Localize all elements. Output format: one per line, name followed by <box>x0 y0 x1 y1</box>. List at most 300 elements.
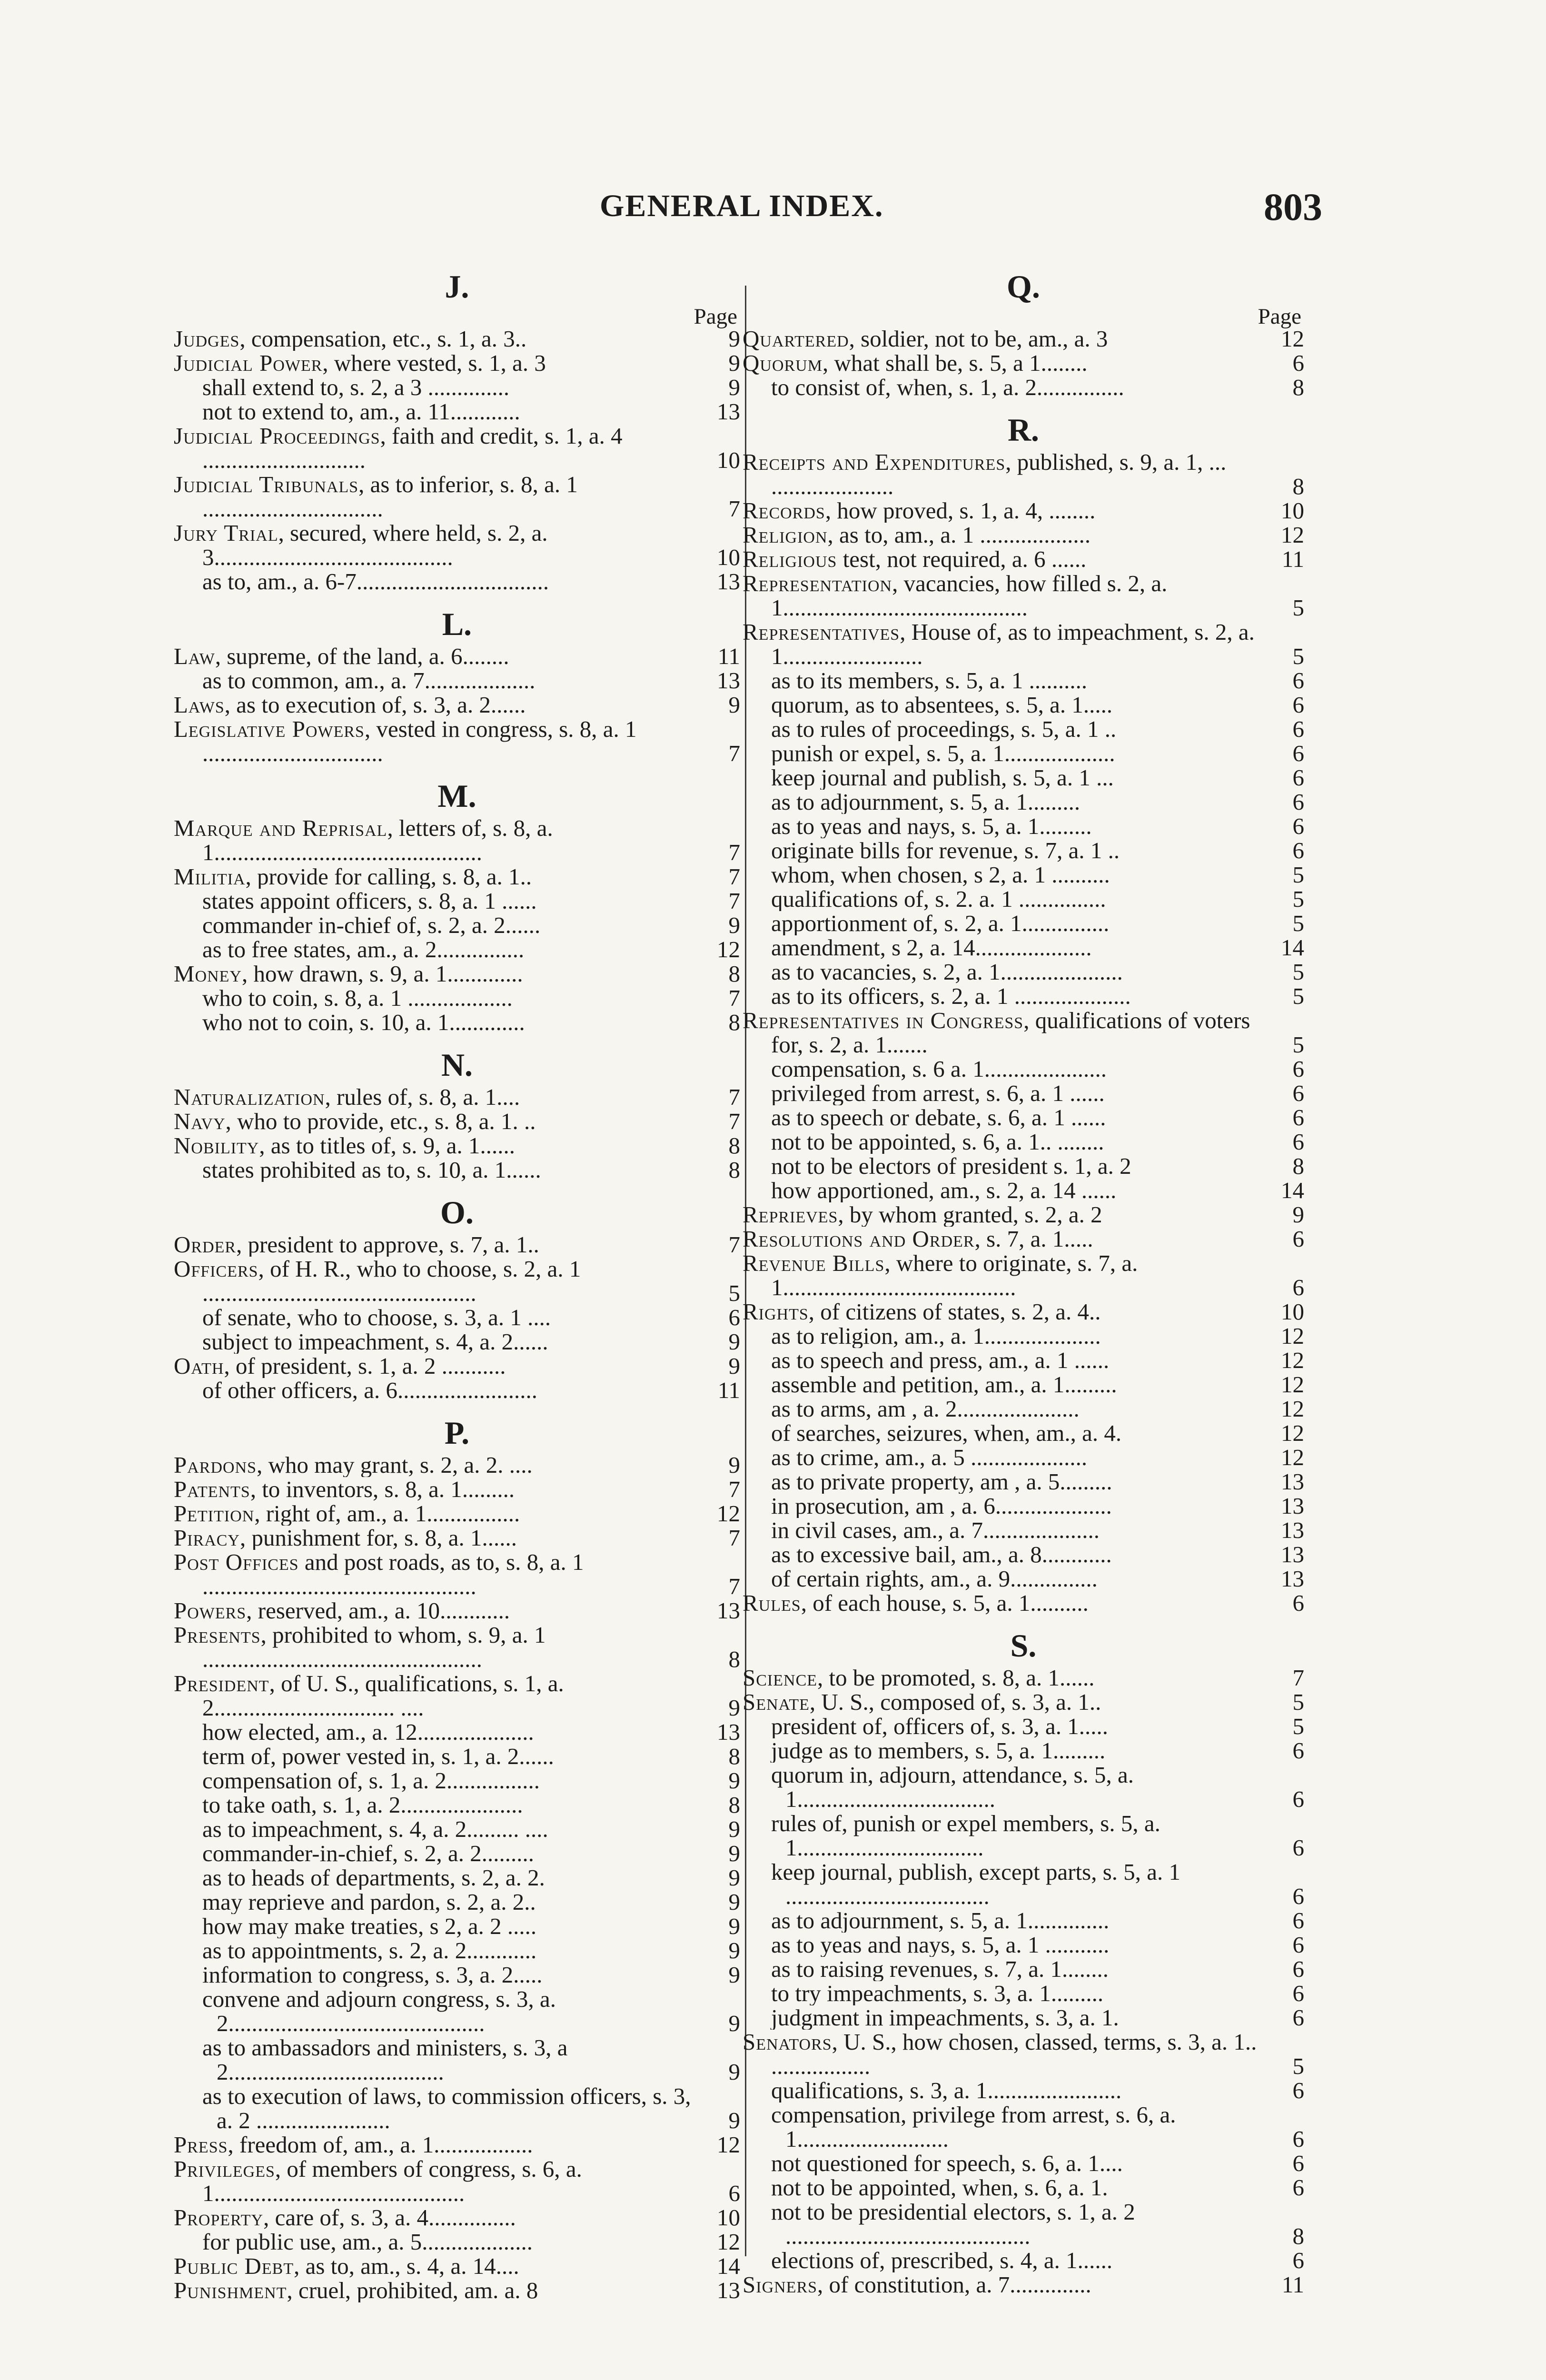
entry-body: as to impeachment, s. 4, a. 2......... .... <box>202 1817 548 1841</box>
entry-page: 6 <box>1292 1590 1304 1616</box>
entry-page: 14 <box>717 2253 740 2279</box>
section-letter: O. <box>440 1194 474 1230</box>
index-subentry <box>174 1914 740 1938</box>
entry-page: 6 <box>1292 1883 1304 1909</box>
index-subentry <box>743 1324 1304 1348</box>
entry-text <box>174 2278 695 2302</box>
index-section <box>174 267 740 594</box>
entry-body: as to religion, am., a. 1.................... <box>771 1324 1101 1348</box>
entry-body: as to crime, am., a. 5 .................... <box>771 1445 1088 1469</box>
entry-body: , to be promoted, s. 8, a. 1...... <box>817 1666 1095 1690</box>
entry-page: 7 <box>728 1231 740 1258</box>
entry-page: 5 <box>1292 959 1304 985</box>
entry-body: , prohibited to whom, s. 9, a. 1 ................................................ <box>202 1623 546 1671</box>
entry-text <box>174 1963 695 1987</box>
index-subentry <box>174 668 740 693</box>
section-letter: P. <box>444 1415 470 1451</box>
entry-text <box>174 644 695 668</box>
entry-body: as to common, am., a. 7................... <box>202 668 535 693</box>
index-entry <box>174 644 740 668</box>
entry-page: 9 <box>728 692 740 718</box>
entry-heading: Nobility <box>174 1133 259 1158</box>
entry-page: 6 <box>1292 2077 1304 2103</box>
entry-text <box>743 1421 1259 1445</box>
entry-text <box>743 1469 1259 1494</box>
entry-page: 10 <box>1281 497 1304 524</box>
entry-page: 9 <box>728 374 740 400</box>
entry-page: 6 <box>728 2180 740 2206</box>
entry-heading: Punishment <box>174 2278 287 2302</box>
entry-body: quorum, as to absentees, s. 5, a. 1..... <box>771 693 1113 717</box>
entry-text <box>743 717 1259 741</box>
entry-page: 6 <box>1292 764 1304 791</box>
entry-text <box>174 2254 695 2278</box>
entry-text <box>174 1305 695 1329</box>
index-subentry <box>743 1348 1304 1372</box>
entry-body: assemble and petition, am., a. 1......... <box>771 1372 1117 1397</box>
entry-page: 5 <box>728 1280 740 1306</box>
entry-page: 6 <box>1292 667 1304 694</box>
entry-page: 9 <box>1292 1201 1304 1228</box>
entry-body: , of citizens of states, s. 2, a. 4.. <box>808 1299 1101 1324</box>
entry-text <box>174 472 695 521</box>
entry-body: , qualifications of voters for, s. 2, a. 1....... <box>771 1008 1250 1057</box>
entry-body: , soldier, not to be, am., a. 3 <box>849 327 1108 351</box>
entry-heading: Property <box>174 2205 264 2230</box>
index-subentry <box>743 1957 1304 1981</box>
entry-body: as to yeas and nays, s. 5, a. 1......... <box>771 814 1092 838</box>
entry-page: 9 <box>728 1353 740 1379</box>
entry-body: , where vested, s. 1, a. 3 <box>322 351 546 375</box>
entry-page: 5 <box>1292 910 1304 936</box>
entry-page: 8 <box>728 1792 740 1818</box>
entry-page: 9 <box>728 1452 740 1478</box>
entry-heading: Piracy <box>174 1526 240 1550</box>
index-subentry <box>743 838 1304 863</box>
entry-body: in civil cases, am., a. 7.................... <box>771 1518 1100 1542</box>
entry-body: , compensation, etc., s. 1, a. 3.. <box>239 327 527 351</box>
entry-body: , as to, am., a. 1 ................... <box>827 523 1091 547</box>
entry-text <box>743 1081 1259 1105</box>
entry-body: as to adjournment, s. 5, a. 1.............. <box>771 1908 1110 1933</box>
entry-body: who not to coin, s. 10, a. 1............. <box>202 1010 525 1034</box>
entry-text <box>743 1057 1259 1081</box>
entry-heading: Law <box>174 644 215 668</box>
index-entry <box>174 1257 740 1305</box>
entry-text <box>174 351 695 375</box>
index-subentry <box>743 1154 1304 1178</box>
index-entry <box>174 1477 740 1501</box>
index-entry <box>174 2132 740 2157</box>
entry-text <box>743 2078 1259 2102</box>
section-letter: R. <box>1007 412 1040 448</box>
entry-body: not questioned for speech, s. 6, a. 1.... <box>771 2151 1123 2175</box>
entry-page: 6 <box>1292 2247 1304 2273</box>
entry-page: 14 <box>1281 934 1304 961</box>
entry-page: 12 <box>717 1500 740 1527</box>
index-subentry <box>743 1494 1304 1518</box>
entry-body: , provide for calling, s. 8, a. 1.. <box>245 864 532 889</box>
entry-body: as to arms, am , a. 2..................... <box>771 1397 1080 1421</box>
entry-body: amendment, s 2, a. 14.................... <box>771 935 1092 960</box>
entry-text <box>743 1227 1259 1251</box>
entry-body: , by whom granted, s. 2, a. 2 <box>838 1202 1102 1227</box>
entry-page: 7 <box>728 1084 740 1110</box>
entry-text <box>174 1010 695 1034</box>
index-entry <box>174 424 740 472</box>
entry-page: 6 <box>1292 2174 1304 2201</box>
index-entry <box>174 1085 740 1109</box>
entry-text <box>174 816 695 864</box>
entry-body: judge as to members, s. 5, a. 1......... <box>771 1738 1106 1763</box>
index-entry <box>174 962 740 986</box>
entry-heading: Patents <box>174 1477 250 1501</box>
entry-heading: Reprieves <box>743 1202 838 1227</box>
entry-heading: Senators <box>743 2030 832 2055</box>
entry-body: shall extend to, s. 2, a 3 .............. <box>202 375 510 399</box>
entry-page: 8 <box>1292 374 1304 400</box>
entry-body: , U. S., how chosen, classed, terms, s. 3, a. 1.. ................. <box>771 2030 1257 2078</box>
entry-body: , of members of congress, s. 6, a. 1........................................... <box>202 2157 582 2205</box>
section-letter: L. <box>442 606 472 642</box>
index-subentry <box>743 375 1304 399</box>
entry-text <box>174 2157 695 2205</box>
entry-text <box>174 1378 695 1402</box>
entry-page: 9 <box>728 912 740 938</box>
index-subentry <box>174 1158 740 1182</box>
entry-text <box>743 2248 1259 2272</box>
index-entry <box>743 1299 1304 1324</box>
entry-body: , vacancies, how filled s. 2, a. 1.......................................... <box>771 571 1168 620</box>
index-entry <box>174 2157 740 2205</box>
entry-text <box>743 2200 1259 2248</box>
entry-page: 6 <box>1292 1129 1304 1155</box>
entry-text <box>743 1445 1259 1469</box>
index-subentry <box>743 2078 1304 2102</box>
index-subentry <box>174 1865 740 1890</box>
entry-text <box>174 1232 695 1257</box>
entry-body: as to heads of departments, s. 2, a. 2. <box>202 1865 545 1890</box>
entry-page: 12 <box>1281 1323 1304 1349</box>
entry-body: punish or expel, s. 5, a. 1................... <box>771 741 1115 765</box>
index-entry <box>174 717 740 765</box>
entry-text <box>743 450 1259 498</box>
entry-page: 13 <box>1281 1566 1304 1592</box>
index-subentry <box>743 1130 1304 1154</box>
entry-page: 12 <box>1281 1347 1304 1373</box>
entry-heading: Press <box>174 2132 228 2157</box>
index-entry <box>743 1666 1304 1690</box>
entry-body: how apportioned, am., s. 2, a. 14 ...... <box>771 1178 1117 1202</box>
index-entry <box>743 1202 1304 1227</box>
index-entry <box>174 2278 740 2302</box>
entry-text <box>743 668 1259 693</box>
index-subentry <box>174 399 740 424</box>
entry-heading: Jury Trial <box>174 521 278 546</box>
page-number: 803 <box>1264 185 1322 228</box>
entry-body: whom, when chosen, s 2, a. 1 .......... <box>771 863 1110 887</box>
index-subentry <box>743 1542 1304 1567</box>
entry-text <box>174 2084 695 2132</box>
index-entry <box>174 1526 740 1550</box>
entry-heading: Oath <box>174 1354 224 1378</box>
index-subentry <box>743 741 1304 765</box>
entry-body: in prosecution, am , a. 6.................... <box>771 1494 1112 1518</box>
entry-page: 12 <box>1281 1420 1304 1446</box>
entry-text <box>174 668 695 693</box>
entry-heading: Marque and Reprisal <box>174 816 387 841</box>
entry-body: originate bills for revenue, s. 7, a. 1 .. <box>771 838 1120 863</box>
index-subentry <box>743 1714 1304 1738</box>
entry-body: , s. 7, a. 1..... <box>974 1227 1093 1251</box>
entry-text <box>174 1720 695 1744</box>
entry-body: , vested in congress, s. 8, a. 1 ............................... <box>202 717 637 765</box>
entry-text <box>743 1518 1259 1542</box>
entry-page: 10 <box>717 447 740 473</box>
entry-text <box>174 962 695 986</box>
entry-text <box>743 1763 1259 1811</box>
index-entry <box>174 1623 740 1671</box>
entry-body: who to coin, s. 8, a. 1 .................. <box>202 986 513 1010</box>
index-entry <box>743 1690 1304 1714</box>
entry-text <box>743 1933 1259 1957</box>
entry-text <box>174 2132 695 2157</box>
entry-body: as to excessive bail, am., a. 8............ <box>771 1542 1112 1567</box>
index-entry <box>174 327 740 351</box>
index-entry <box>743 1251 1304 1299</box>
index-entry <box>174 2205 740 2230</box>
entry-page: 7 <box>728 985 740 1011</box>
entry-heading: Legislative Powers <box>174 717 365 742</box>
entry-text <box>743 863 1259 887</box>
index-section <box>174 1182 740 1402</box>
entry-text <box>743 1130 1259 1154</box>
entry-body: test, not required, a. 6 ...... <box>837 547 1087 571</box>
entry-heading: President <box>174 1671 269 1696</box>
entry-body: term of, power vested in, s. 1, a. 2...... <box>202 1744 554 1768</box>
entry-heading: Signers <box>743 2272 818 2297</box>
entry-text <box>174 2230 695 2254</box>
entry-body: as to adjournment, s. 5, a. 1......... <box>771 790 1080 814</box>
index-subentry <box>174 1768 740 1793</box>
index-subentry <box>743 1105 1304 1130</box>
entry-text <box>174 2035 695 2084</box>
entry-body: not to extend to, am., a. 11............ <box>202 399 520 424</box>
index-entry <box>174 1109 740 1133</box>
entry-text <box>743 2272 1259 2297</box>
entry-page: 8 <box>728 1009 740 1035</box>
index-subentry <box>174 889 740 913</box>
entry-text <box>174 986 695 1010</box>
entry-text <box>743 571 1259 620</box>
entry-text <box>743 2005 1259 2030</box>
entry-page: 6 <box>1292 1226 1304 1252</box>
index-subentry <box>743 2102 1304 2151</box>
entry-text <box>743 1251 1259 1299</box>
entry-body: how may make treaties, s 2, a. 2 ..... <box>202 1914 537 1938</box>
entry-page: 14 <box>1281 1177 1304 1203</box>
index-subentry <box>743 863 1304 887</box>
entry-heading: Officers <box>174 1257 258 1282</box>
entry-body: of certain rights, am., a. 9............... <box>771 1567 1098 1591</box>
entry-text <box>743 1202 1259 1227</box>
index-subentry <box>743 1567 1304 1591</box>
index-subentry <box>743 1860 1304 1908</box>
index-subentry <box>174 1793 740 1817</box>
entry-page: 6 <box>1292 1835 1304 1861</box>
entry-text <box>174 327 695 351</box>
entry-body: , punishment for, s. 8, a. 1...... <box>240 1526 517 1550</box>
entry-body: commander in-chief of, s. 2, a. 2...... <box>202 913 541 937</box>
entry-page: 12 <box>1281 1371 1304 1398</box>
index-subentry <box>743 693 1304 717</box>
index-entry <box>743 1008 1304 1057</box>
entry-body: , published, s. 9, a. 1, ... ..................... <box>771 450 1227 498</box>
entry-page: 10 <box>717 544 740 570</box>
entry-body: as to its officers, s. 2, a. 1 .................... <box>771 984 1131 1008</box>
entry-body: , where to originate, s. 7, a. 1........................................ <box>771 1251 1138 1299</box>
entry-page: 8 <box>1292 473 1304 499</box>
entry-page: 5 <box>1292 595 1304 621</box>
entry-body: , of president, s. 1, a. 2 ........... <box>224 1354 506 1378</box>
entry-page: 7 <box>1292 1665 1304 1691</box>
entry-heading: Militia <box>174 864 246 889</box>
entry-page: 10 <box>717 2204 740 2231</box>
index-entry <box>743 450 1304 498</box>
entry-page: 8 <box>728 1157 740 1183</box>
index-entry <box>174 521 740 569</box>
entry-text <box>174 889 695 913</box>
entry-body: of senate, who to choose, s. 3, a. 1 .... <box>202 1305 551 1329</box>
entry-heading: Post Offices <box>174 1550 299 1575</box>
index-subentry <box>743 1908 1304 1933</box>
entry-page: 6 <box>1292 1104 1304 1130</box>
index-subentry <box>743 2151 1304 2175</box>
entry-text <box>174 693 695 717</box>
index-subentry <box>743 790 1304 814</box>
entry-body: to consist of, when, s. 1, a. 2............... <box>771 375 1124 399</box>
entry-text <box>174 1501 695 1526</box>
index-subentry <box>743 765 1304 790</box>
entry-text <box>743 327 1259 351</box>
entry-page: 7 <box>728 839 740 865</box>
entry-page: 13 <box>717 398 740 425</box>
entry-heading: Public Debt <box>174 2254 294 2278</box>
entry-page: 6 <box>1292 837 1304 863</box>
entry-body: , letters of, s. 8, a. 1.............................................. <box>202 816 553 864</box>
entry-body: , House of, as to impeachment, s. 2, a. 1........................ <box>771 620 1255 668</box>
entry-text <box>743 351 1259 375</box>
index-entry <box>743 571 1304 620</box>
entry-text <box>174 1768 695 1793</box>
index-subentry <box>743 887 1304 911</box>
entry-page: 6 <box>1292 1932 1304 1958</box>
index-entry <box>174 1354 740 1378</box>
entry-text <box>743 1957 1259 1981</box>
index-entry <box>174 1232 740 1257</box>
index-subentry <box>743 1811 1304 1860</box>
entry-page: 9 <box>728 1695 740 1721</box>
right-column <box>743 267 1304 2297</box>
index-entry <box>174 1598 740 1623</box>
entry-body: as to speech or debate, s. 6, a. 1 ...... <box>771 1105 1106 1130</box>
index-subentry <box>174 1987 740 2035</box>
index-entry <box>174 1133 740 1158</box>
index-subentry <box>743 2175 1304 2200</box>
entry-text <box>743 887 1259 911</box>
entry-page: 7 <box>728 1476 740 1502</box>
entry-page: 12 <box>717 2132 740 2158</box>
section-letter: S. <box>1010 1627 1037 1664</box>
entry-heading: Representation <box>743 571 892 596</box>
entry-page: 12 <box>1281 1444 1304 1470</box>
entry-text <box>743 960 1259 984</box>
entry-body: may reprieve and pardon, s. 2, a. 2.. <box>202 1890 536 1914</box>
index-subentry <box>174 375 740 399</box>
index-subentry <box>743 2200 1304 2248</box>
entry-heading: Resolutions and Order <box>743 1227 975 1251</box>
entry-text <box>743 1348 1259 1372</box>
entry-heading: Navy <box>174 1109 226 1133</box>
entry-page: 5 <box>1292 643 1304 669</box>
entry-heading: Quorum <box>743 351 823 375</box>
entry-text <box>174 1158 695 1182</box>
entry-page: 9 <box>728 2059 740 2085</box>
entry-heading: Rules <box>743 1591 801 1615</box>
entry-text <box>174 1938 695 1963</box>
entry-text <box>743 935 1259 960</box>
entry-body: , rules of, s. 8, a. 1.... <box>325 1085 520 1109</box>
index-subentry <box>743 1445 1304 1469</box>
index-subentry <box>174 1010 740 1034</box>
entry-text <box>174 1477 695 1501</box>
entry-heading: Receipts and Expenditures <box>743 450 1006 475</box>
entry-text <box>174 937 695 962</box>
entry-body: compensation, s. 6 a. 1..................... <box>771 1057 1107 1081</box>
entry-page: 8 <box>728 1132 740 1159</box>
entry-heading: Representatives <box>743 620 900 645</box>
index-subentry <box>743 1372 1304 1397</box>
index-entry <box>743 327 1304 351</box>
entry-body: of other officers, a. 6........................ <box>202 1378 537 1402</box>
index-subentry <box>743 1178 1304 1202</box>
entry-text <box>743 375 1259 399</box>
entry-page: 5 <box>1292 1031 1304 1058</box>
entry-text <box>174 1865 695 1890</box>
entry-heading: Judges <box>174 327 240 351</box>
entry-page: 13 <box>717 2277 740 2303</box>
entry-text <box>743 1372 1259 1397</box>
entry-heading: Judicial Tribunals <box>174 472 359 497</box>
entry-text <box>743 1494 1259 1518</box>
entry-page: 11 <box>717 1377 740 1403</box>
index-section <box>743 1615 1304 2297</box>
entry-page: 6 <box>1292 692 1304 718</box>
entry-text <box>174 1257 695 1305</box>
index-entry <box>174 1453 740 1477</box>
entry-body: for public use, am., a. 5................... <box>202 2230 533 2254</box>
entry-text <box>743 838 1259 863</box>
entry-text <box>174 1744 695 1768</box>
entry-body: qualifications of, s. 2. a. 1 ............... <box>771 887 1106 911</box>
index-subentry <box>743 717 1304 741</box>
entry-body: convene and adjourn congress, s. 3, a. 2............................................ <box>202 1987 556 2035</box>
entry-text <box>743 620 1259 668</box>
entry-body: to try impeachments, s. 3, a. 1......... <box>771 1981 1104 2005</box>
entry-heading: Representatives in Congress <box>743 1008 1024 1033</box>
entry-body: , U. S., composed of, s. 3, a. 1.. <box>809 1690 1101 1714</box>
entry-text <box>743 1860 1259 1908</box>
